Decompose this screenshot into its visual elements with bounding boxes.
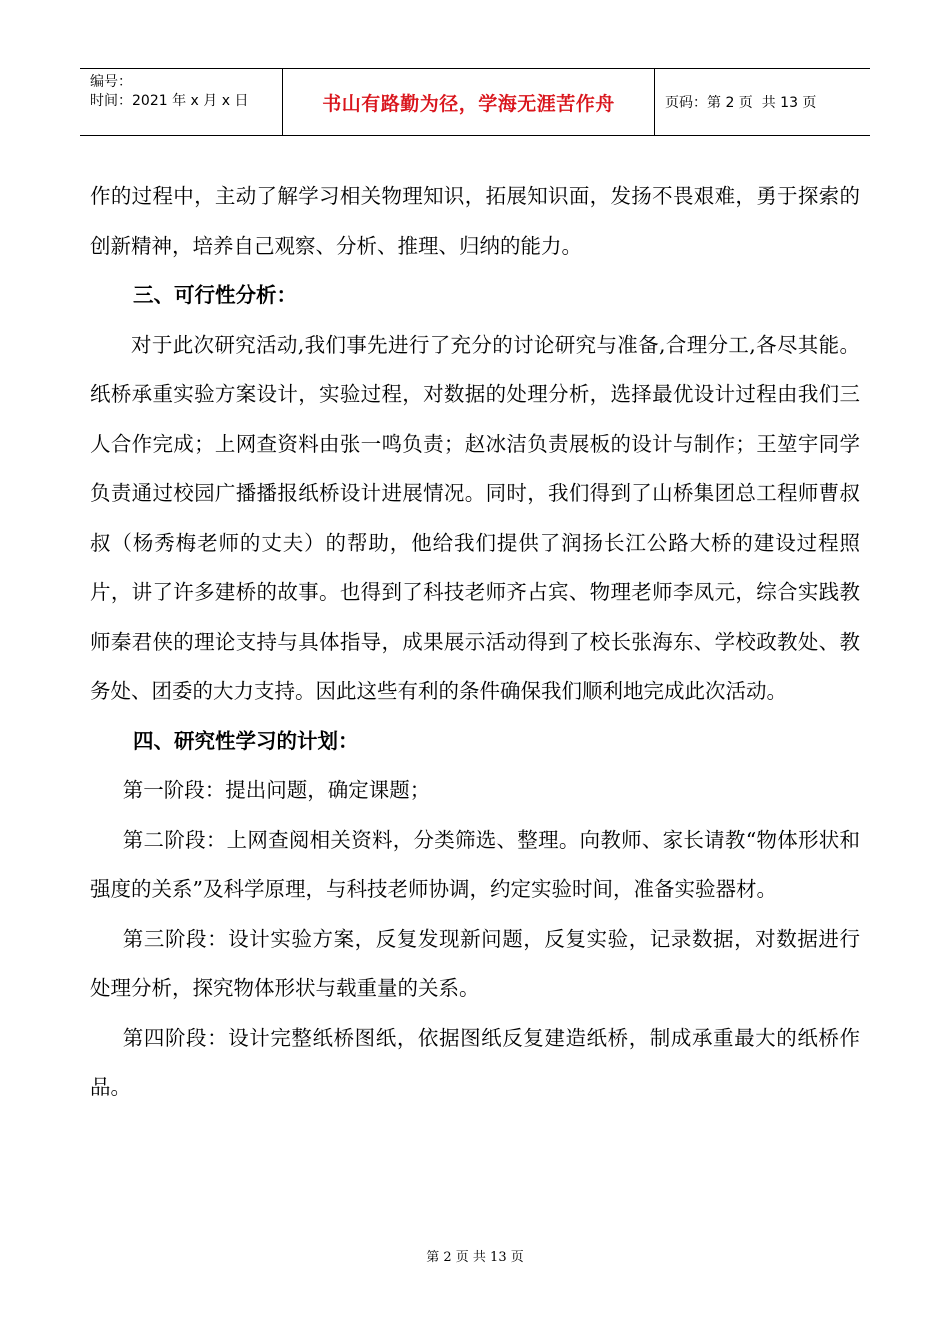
heading-plan: 四、研究性学习的计划： — [133, 728, 359, 753]
heading-feasibility: 三、可行性分析： — [133, 283, 298, 307]
plan-stage-1: 第一阶段：提出问题，确定课题； — [122, 778, 431, 802]
number-label: 编号： — [90, 74, 132, 90]
date-label: 时间：2021 年 x 月 x 日 — [90, 93, 249, 109]
paragraph-feasibility: 对于此次研究活动,我们事先进行了充分的讨论研究与准备,合理分工,各尽其能。纸桥承重实验方案设计，实验过程，对数据的处理分析，选择最优设计过程由我们三人合作完成；上网查资料由张一鸣负责；赵冰洁负责展板的设计与制作；王堃宇同学负责通过校园广播播报纸桥设计进展情况。同时，我们得到了山桥集团总工程师曹叔叔（杨秀梅老师的丈夫）的帮助，他给我们提供了润扬长江公路大桥的建设过程照片，讲了许多建桥的故事。也得到了科技老师齐占宾、物理老师李凤元，综合实践教师秦君侠的理论支持与具体指导，成果展示活动得到了校长张海东、学校政教处、教务处、团委的大力支持。因此这些有利的条件确保我们顺利地完成此次活动。 — [90, 332, 860, 703]
plan-stage-3: 第三阶段：设计实验方案，反复发现新问题，反复实验，记录数据，对数据进行处理分析，探究物体形状与载重量的关系。 — [90, 926, 860, 1000]
document-body — [90, 172, 860, 1113]
page-footer: 第 2 页 共 13 页 — [426, 1250, 524, 1265]
page-header — [80, 68, 870, 136]
header-meta-cell — [80, 69, 283, 135]
paragraph-continuation: 作的过程中，主动了解学习相关物理知识，拓展知识面，发扬不畏艰难，勇于探索的创新精神，培养自己观察、分析、推理、归纳的能力。 — [90, 184, 860, 258]
plan-stage-2: 第二阶段：上网查阅相关资料，分类筛选、整理。向教师、家长请教“物体形状和强度的关系”及科学原理，与科技老师协调，约定实验时间，准备实验器材。 — [90, 827, 860, 901]
header-motto: 书山有路勤为径，学海无涯苦作舟 — [283, 69, 655, 135]
header-page-info: 页码：第 2 页 共 13 页 — [665, 95, 817, 111]
plan-stage-4: 第四阶段：设计完整纸桥图纸，依据图纸反复建造纸桥，制成承重最大的纸桥作品。 — [90, 1025, 860, 1099]
